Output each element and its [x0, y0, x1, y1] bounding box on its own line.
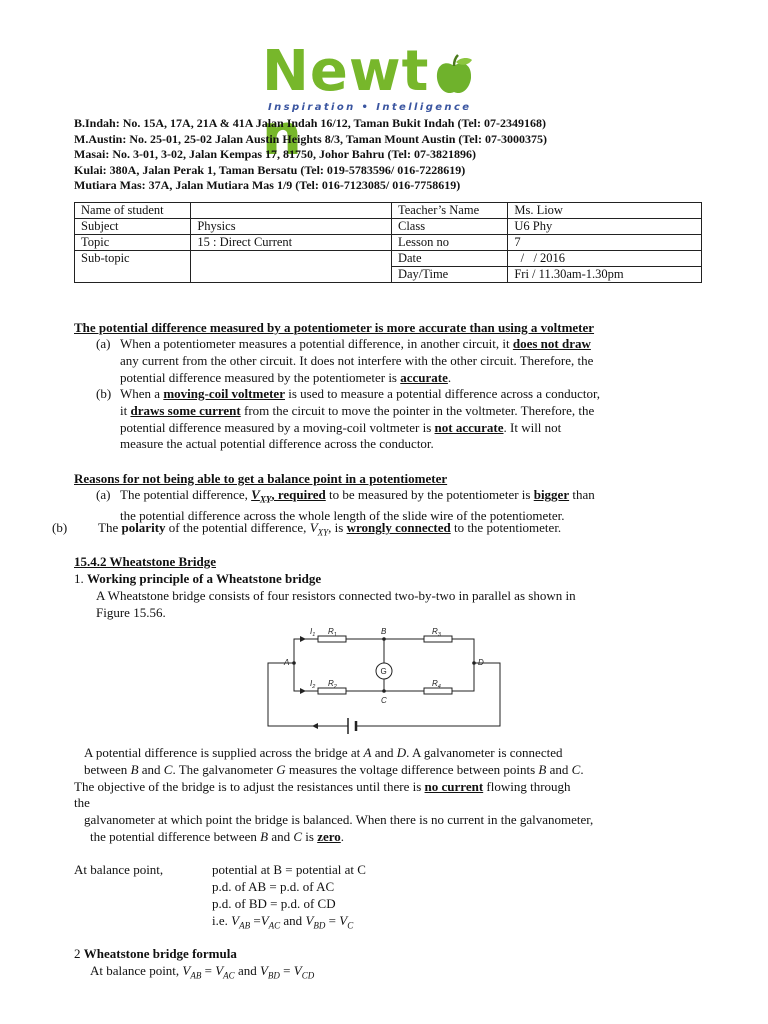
subtopic-label: Sub-topic	[75, 251, 191, 283]
day-label: Day/Time	[391, 267, 507, 283]
balance-eq-1: potential at B = potential at C	[212, 862, 366, 877]
paragraph-2-line-4: the	[74, 795, 90, 810]
date-label: Date	[391, 251, 507, 267]
logo-tagline: Inspiration • Intelligence	[268, 102, 472, 113]
subject-value: Physics	[191, 219, 392, 235]
paragraph-2-line-1: A potential difference is supplied across the bridge at A and D. A galvanometer is connected	[84, 745, 563, 760]
balance-eq-2: p.d. of AB = p.d. of AC	[212, 879, 335, 894]
item1-heading: 1. Working principle of a Wheatstone bridge	[74, 571, 322, 586]
label-i1: $I_1$	[310, 627, 316, 638]
text-line: potential difference measured by a moving-coil voltmeter is not accurate. It will not	[120, 419, 562, 435]
apple-icon	[432, 54, 476, 98]
paragraph-1	[96, 588, 576, 622]
label-d: D	[478, 658, 484, 667]
section3-title: 15.4.2 Wheatstone Bridge	[74, 554, 217, 569]
class-value: U6 Phy	[508, 219, 702, 235]
branch-line: Mutiara Mas: 37A, Jalan Mutiara Mas 1/9 (Tel: 016-7123085/ 016-7758619)	[74, 178, 461, 192]
teacher-value: Ms. Liow	[508, 203, 702, 219]
text-line: Figure 15.56.	[96, 604, 166, 620]
section2-item-b: The polarity of the potential difference, $V_{XY}$, is wrongly connected to the potentiometer.	[98, 520, 562, 538]
text-line: The potential difference, $V_{XY}$, required to be measured by the potentiometer is bigger than	[120, 487, 595, 505]
logo-text: Newtn	[262, 39, 430, 168]
branch-line: Masai: No. 3-01, 3-02, Jalan Kempas 17, 81750, Johor Bahru (Tel: 07-3821896)	[74, 147, 476, 161]
balance-eq-4: i.e. $V_{AB} =V_{AC}$ and $V_{BD} = V_C$	[212, 913, 354, 931]
table-row	[75, 203, 702, 219]
label-r2: $R_2$	[328, 679, 337, 690]
section2-item-b-mark: (b)	[52, 520, 68, 535]
branch-addresses	[74, 116, 547, 194]
text-line: A Wheatstone bridge consists of four resistors connected two-by-two in parallel as shown in	[96, 588, 576, 603]
paragraph-2-line-6: the potential difference between B and C is zero.	[90, 829, 345, 844]
paragraph-2-line-2: between B and C. The galvanometer G measures the voltage difference between points B and C.	[84, 762, 584, 777]
text-line: potential difference measured by the potentiometer is accurate.	[120, 369, 452, 385]
label-c: C	[381, 696, 387, 705]
text-line: the potential difference across the whole length of the slide wire of the potentiometer.	[120, 508, 565, 524]
paragraph-2-line-5: galvanometer at which point the bridge is balanced. When there is no current in the galvanometer,	[84, 812, 594, 827]
label-r1: $R_1$	[328, 627, 337, 638]
date-value: / / 2016	[508, 251, 702, 267]
item2-heading: 2 Wheatstone bridge formula	[74, 946, 237, 961]
lesson-label: Lesson no	[391, 235, 507, 251]
topic-value: 15 : Direct Current	[191, 235, 392, 251]
label-a: A	[284, 658, 290, 667]
balance-eq-3: p.d. of BD = p.d. of CD	[212, 896, 336, 911]
label-g: G	[380, 667, 387, 676]
class-label: Class	[391, 219, 507, 235]
section1-title: The potential difference measured by a potentiometer is more accurate than using a voltmeter	[74, 320, 595, 335]
lesson-value: 7	[508, 235, 702, 251]
label-r4: $R_4$	[432, 679, 441, 690]
branch-line: Kulai: 380A, Jalan Perak 1, Taman Bersatu (Tel: 019-5783596/ 016-7228619)	[74, 162, 466, 177]
student-info-table	[74, 202, 702, 283]
text-line: When a potentiometer measures a potential difference, in another circuit, it does not draw	[120, 336, 591, 351]
text-line: it draws some current from the circuit to move the pointer in the voltmeter. Therefore, the	[120, 402, 595, 418]
balance-label: At balance point,	[74, 862, 164, 877]
teacher-label: Teacher’s Name	[391, 203, 507, 219]
section1-item-b	[120, 386, 600, 453]
topic-label: Topic	[75, 235, 191, 251]
text-line: measure the actual potential difference across the conductor.	[120, 436, 434, 452]
table-row	[75, 251, 702, 267]
branch-line: B.Indah: No. 15A, 17A, 21A & 41A Jalan Indah 16/12, Taman Bukit Indah (Tel: 07-2349168)	[74, 116, 547, 130]
label-b: B	[381, 627, 387, 636]
section1-item-a	[120, 336, 593, 386]
branch-line: M.Austin: No. 25-01, 25-02 Jalan Austin Heights 8/3, Taman Mount Austin (Tel: 07-3000375)	[74, 131, 547, 146]
name-value	[191, 203, 392, 219]
text-line: When a moving-coil voltmeter is used to measure a potential difference across a conductor,	[120, 386, 601, 401]
section2-title: Reasons for not being able to get a balance point in a potentiometer	[74, 471, 448, 486]
subject-label: Subject	[75, 219, 191, 235]
name-label: Name of student	[75, 203, 191, 219]
paragraph-2-line-3: The objective of the bridge is to adjust the resistances until there is no current flowing through	[74, 779, 571, 794]
table-row	[75, 219, 702, 235]
text-line: any current from the other circuit. It does not interfere with the other circuit. Therefore, the	[120, 352, 594, 368]
subtopic-value	[191, 251, 392, 283]
table-row	[75, 235, 702, 251]
wheatstone-bridge-diagram	[264, 626, 504, 736]
label-r3: $R_3$	[432, 627, 441, 638]
formula-line: At balance point, $V_{AB} = V_{AC}$ and $V_{BD} = V_{CD}$	[90, 963, 315, 981]
section2-item-a-mark: (a)	[96, 487, 111, 502]
section1-item-b-mark: (b)	[96, 386, 112, 401]
section1-item-a-mark: (a)	[96, 336, 111, 351]
label-i2: $I_2$	[310, 679, 316, 690]
day-value: Fri / 11.30am-1.30pm	[508, 267, 702, 283]
